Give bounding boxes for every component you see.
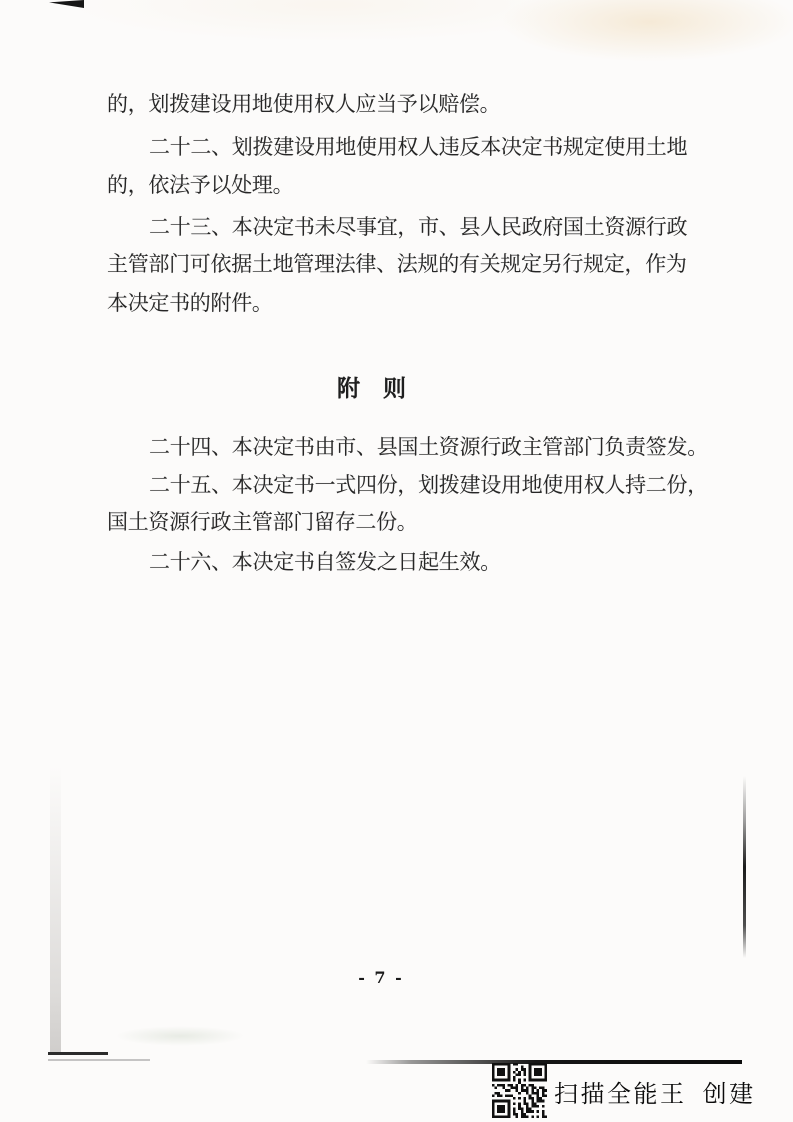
- body-text-line: 二十四、本决定书由市、县国土资源行政主管部门负责签发。: [149, 435, 708, 459]
- body-text-line: 的，依法予以处理。: [107, 173, 294, 197]
- body-text-line: 本决定书的附件。: [107, 291, 273, 315]
- body-text-line: 的，划拨建设用地使用权人应当予以赔偿。: [107, 92, 501, 116]
- page-edge-shadow: [50, 766, 61, 1054]
- section-heading: 附 则: [337, 376, 406, 401]
- qr-code-icon: [492, 1063, 547, 1118]
- page-number: - 7 -: [358, 968, 404, 987]
- body-text-line: 二十二、划拨建设用地使用权人违反本决定书规定使用土地: [149, 135, 688, 159]
- scan-dash-echo: [48, 1059, 150, 1061]
- scan-dash-mark: [48, 1052, 108, 1055]
- page-corner-mark: [49, 0, 84, 8]
- page-edge-line: [743, 776, 746, 958]
- footer-divider-line: [366, 1060, 742, 1064]
- body-text-line: 主管部门可依据土地管理法律、法规的有关规定另行规定，作为: [107, 252, 687, 276]
- body-text-line: 国土资源行政主管部门留存二份。: [107, 510, 418, 534]
- scan-tint-blotch: [500, 0, 793, 62]
- scanner-watermark-label: 扫描全能王 创建: [554, 1080, 756, 1108]
- body-text-line: 二十五、本决定书一式四份，划拨建设用地使用权人持二份，: [149, 473, 708, 497]
- scan-smudge: [115, 1026, 245, 1046]
- scan-tint-blotch-2: [80, 0, 580, 40]
- body-text-line: 二十三、本决定书未尽事宜，市、县人民政府国土资源行政: [149, 215, 688, 239]
- body-text-line: 二十六、本决定书自签发之日起生效。: [149, 550, 501, 574]
